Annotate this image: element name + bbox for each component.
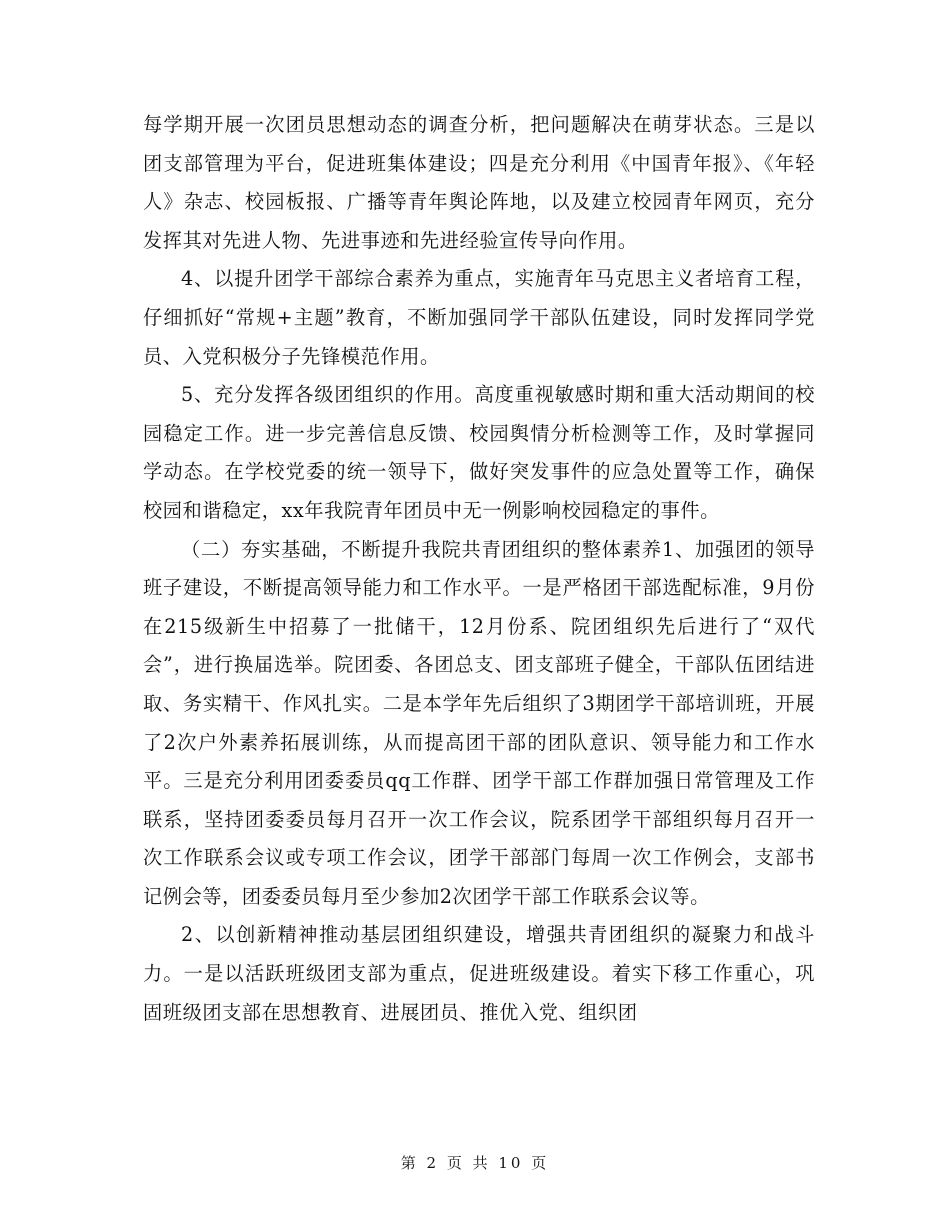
paragraph-item-4: 4、以提升团学干部综合素养为重点，实施青年马克思主义者培育工程，仔细抓好“常规+主题”教育，不断加强同学干部队伍建设，同时发挥同学党员、入党积极分子先锋模范作用。 [143, 267, 815, 368]
paragraph-item-2: 2、以创新精神推动基层团组织建设，增强共青团组织的凝聚力和战斗力。一是以活跃班级团支部为重点，促进班级建设。着实下移工作重心，巩固班级团支部在思想教育、进展团员、推优入党、组织团 [143, 923, 815, 1024]
page-number-footer: 第 2 页 共 10 页 [400, 1154, 550, 1172]
paragraph-continuation: 每学期开展一次团员思想动态的调查分析，把问题解决在萌芽状态。三是以团支部管理为平台，促进班集体建设；四是充分利用《中国青年报》、《年轻人》杂志、校园板报、广播等青年舆论阵地，以及建立校园青年网页，充分发挥其对先进人物、先进事迹和先进经验宣传导向作用。 [143, 113, 815, 252]
paragraph-item-5: 5、充分发挥各级团组织的作用。高度重视敏感时期和重大活动期间的校园稳定工作。进一步完善信息反馈、校园舆情分析检测等工作，及时掌握同学动态。在学校党委的统一领导下，做好突发事件的应急处置等工作，确保校园和谐稳定，xx年我院青年团员中无一例影响校园稳定的事件。 [143, 383, 815, 522]
document-body [143, 106, 815, 1032]
paragraph-section-2: （二）夯实基础，不断提升我院共青团组织的整体素养1、加强团的领导班子建设，不断提高领导能力和工作水平。一是严格团干部选配标准，9月份在215级新生中招募了一批储干，12月份系、院团组织先后进行了“双代会”，进行换届选举。院团委、各团总支、团支部班子健全，干部队伍团结进取、务实精干、作风扎实。二是本学年先后组织了3期团学干部培训班，开展了2次户外素养拓展训练，从而提高团干部的团队意识、领导能力和工作水平。三是充分利用团委委员qq工作群、团学干部工作群加强日常管理及工作联系，坚持团委委员每月召开一次工作会议，院系团学干部组织每月召开一次工作联系会议或专项工作会议，团学干部部门每周一次工作例会，支部书记例会等，团委委员每月至少参加2次团学干部工作联系会议等。 [143, 537, 815, 908]
